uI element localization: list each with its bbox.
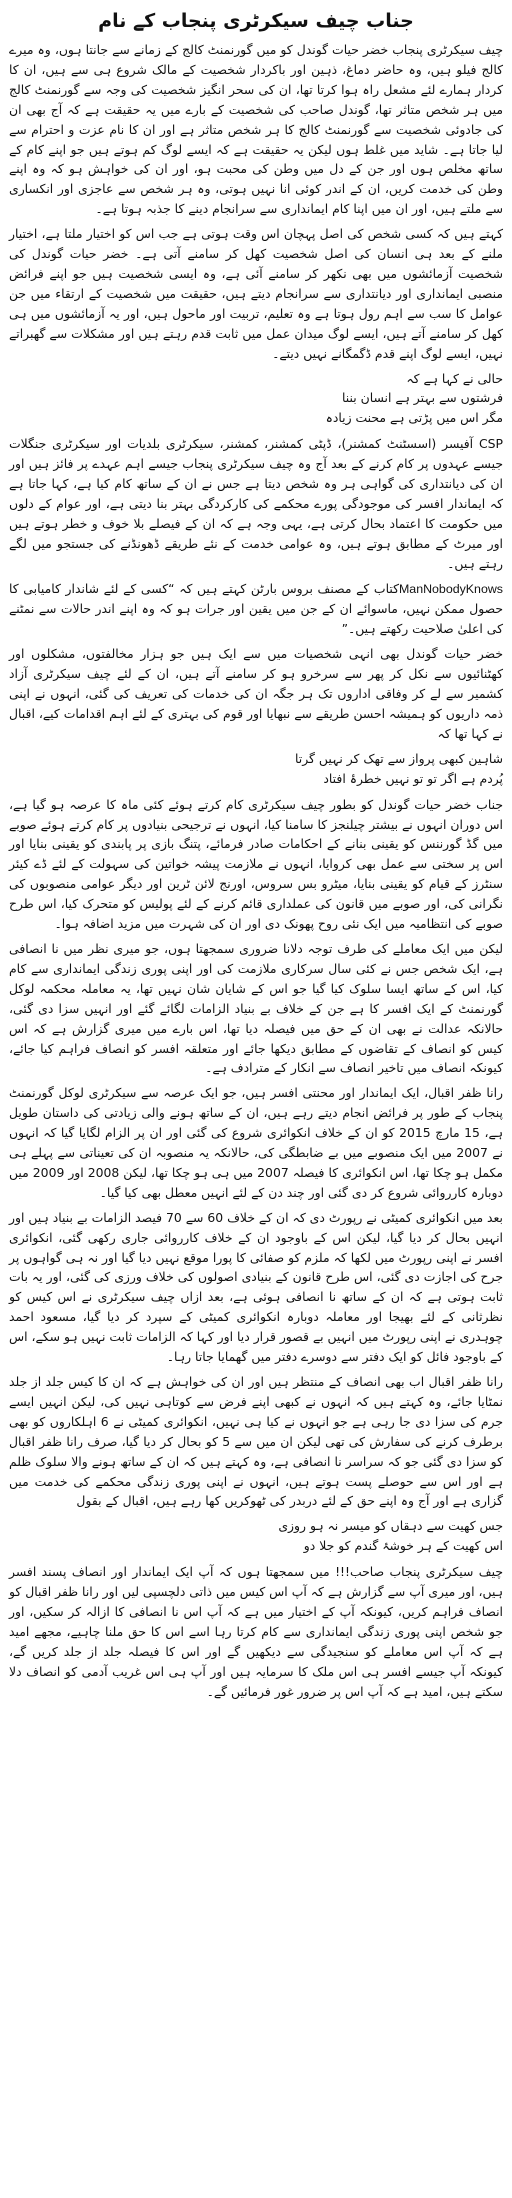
quote-body: ممکن نہیں، ماسوائے ان کے جن میں یقین اور جرات ہو کہ وہ اپنے اندر حالات سے نمٹنے کی اعلیٰ صلاحیت رکھتے ہیں۔” (9, 601, 503, 637)
paragraph-7: لیکن میں ایک معاملے کی طرف توجہ دلانا ضروری سمجھتا ہوں، جو میری نظر میں نا انصافی ہے، ایک شخص جس نے کئی سال سرکاری ملازمت کی اور اپنی پوری زندگی ایمانداری سے کام کیا، اس کے ساتھ ایسا سلوک کیا گیا جو اس کے شایان شان نہیں تھا، یہ معاملہ محکمہ لوکل گورنمنٹ کے ایک افسر کا ہے جن کے خلاف بے بنیاد الزامات لگائے گئے اور انہیں سزا دی گئی، حالانکہ عدالت نے بھی ان کے حق میں فیصلہ دیا تھا، اس بارے میں میری گزارش ہے کہ اس کیس کو انصاف کے تقاضوں کے مطابق دیکھا جائے اور متعلقہ افسر کو انصاف فراہم کیا جائے، کیونکہ انصاف میں تاخیر انصاف سے انکار کے مترادف ہے۔ (9, 940, 503, 1076)
paragraph-10: رانا ظفر اقبال اب بھی انصاف کے منتظر ہیں اور ان کی خواہش ہے کہ ان کا کیس جلد از جلد نمٹایا جائے، وہ کہتے ہیں کہ انہوں نے کبھی اپنے فرض سے کوتاہی نہیں کی، لیکن انہیں ایسے جرم کی سزا دی جا رہی ہے جو انہوں نے کیا ہی نہیں، انکوائری کمیٹی نے 6 اہلکاروں کو بھی برطرف کرنے کی سفارش کی تھی لیکن ان میں سے 5 کو بحال کر دیا گیا، صرف رانا ظفر اقبال کو سزا دی گئی جو کہ سراسر نا انصافی ہے، وہ کہتے ہیں کہ ان کے ساتھ ہونے والا سلوک ظلم ہے اور اس سے حوصلے پست ہوتے ہیں، انہوں نے اپنی پوری زندگی محکمے کی خدمت میں گزاری ہے اور آج وہ اپنے حق کے لئے دربدر کی ٹھوکریں کھا رہے ہیں، اقبال کے بقول (9, 1374, 503, 1509)
paragraph-2: کہتے ہیں کہ کسی شخص کی اصل پہچان اس وقت ہوتی ہے جب اس کو اختیار ملتا ہے، اختیار ملنے کے بعد ہی انسان کی اصل شخصیت کھل کر سامنے آتی ہے۔ خضر حیات گوندل کی شخصیت آزمائشوں میں بھی نکھر کر سامنے آئی ہے، وہ ایسی شخصیت ہیں جو اپنے فرائض منصبی ایمانداری اور دیانتداری سے سرانجام دیتے ہیں، حقیقت میں شخصیت کے ارتقاء میں جن عوامل کا سب سے اہم رول ہوتا ہے وہ تعلیم، تربیت اور ماحول ہیں، اور یہ آزمائشوں میں ہی کھل کر سامنے آتے ہیں، ایسے لوگ میدان عمل میں ثابت قدم رہتے ہیں اور مشکلات سے گھبراتے نہیں، ایسے لوگ اپنے قدم ڈگمگانے نہیں دیتے۔ (9, 226, 503, 361)
paragraph-6: جناب خضر حیات گوندل کو بطور چیف سیکرٹری کام کرتے ہوئے کئی ماہ کا عرصہ ہو گیا ہے، اس دوران انہوں نے بیشتر چیلنجز کا سامنا کیا، انہوں نے ترجیحی بنیادوں پر کام کرتے ہوئے صوبے میں گڈ گورننس کو یقینی بنانے کے احکامات صادر فرمائے، پتنگ بازی پر پابندی کو یقینی بنایا اور اس پر سختی سے عمل بھی کروایا، انہوں نے ملازمت پیشہ خواتین کی سہولت کے لئے ڈے کیئر سنٹرز کے قیام کو یقینی بنایا، میٹرو بس سروس، اورنج لائن ٹرین اور دیگر عوامی منصوبوں کی نگرانی کی، اور صوبے میں قانون کی عملداری قائم کرنے کے لئے پولیس کو متحرک کیا، اس طرح صوبے کی انتظامیہ میں ایک نئی روح پھونک دی اور ان کی شہرت میں مزید اضافہ ہوا۔ (9, 796, 503, 932)
verse-line: شاہین کبھی پرواز سے تھک کر نہیں گرتا (295, 750, 503, 766)
verse-line: فرشتوں سے بہتر ہے انسان بننا (341, 390, 503, 406)
verse-iqbal-1 (9, 749, 503, 789)
paragraph-1: چیف سیکرٹری پنجاب خضر حیات گوندل کو میں گورنمنٹ کالج کے زمانے سے جانتا ہوں، وہ میرے کالج فیلو ہیں، وہ حاضر دماغ، ذہین اور باکردار شخصیت کے مالک شروع ہی سے ہیں، ان کا کردار ہمارے لئے مشعل راہ ہوا کرتا تھا، ان کی سحر انگیز شخصیت کی وجہ سے گورنمنٹ کالج میں ہر شخص متاثر تھا، گوندل صاحب کی شخصیت کے بارے میں یہ حقیقت ہے کہ آج بھی ان کی جادوئی شخصیت سے گورنمنٹ کالج کا ہر شخص متاثر ہے اور ان کا نام عزت و احترام سے لیا جاتا ہے۔ شاید میں غلط ہوں لیکن یہ حقیقت ہے کہ ایسے لوگ کم ہوتے ہیں جو اپنے کام کے ساتھ مخلص ہوں اور جن کے دل میں وطن کی محبت ہو، اور ان کی خواہش ہو کہ وہ اپنے وطن کی خدمت کریں، ان کے اندر کوئی انا نہیں ہوتی، وہ ہر شخص سے عاجزی اور انکساری سے ملتے ہیں، اور ان میں اپنا کام ایمانداری سے سرانجام دینے کا جذبہ ہوتا ہے۔ (9, 42, 503, 217)
verse-hali (9, 369, 503, 429)
verse-line: جس کھیت سے دہقاں کو میسر نہ ہو روزی (278, 1518, 503, 1534)
verse-iqbal-2 (9, 1516, 503, 1556)
verse-line: اس کھیت کے ہر خوشۂ گندم کو جلا دو (303, 1538, 503, 1554)
paragraph-11: چیف سیکرٹری پنجاب صاحب!!! میں سمجھتا ہوں کہ آپ ایک ایماندار اور انصاف پسند افسر ہیں، اور میری آپ سے گزارش ہے کہ آپ اس کیس میں ذاتی دلچسپی لیں اور رانا ظفر اقبال کو انصاف فراہم کریں، کیونکہ آپ کے اختیار میں ہے کہ آپ اس نا انصافی کا ازالہ کر سکیں، اور جو شخص اپنی پوری زندگی ایمانداری سے کام کرتا رہا اسے اس کا حق ملنا چاہیے، مجھے امید ہے کہ آپ اس معاملے کو سنجیدگی سے دیکھیں گے اور اس کا فیصلہ جلد از جلد کریں گے، کیونکہ آپ جیسے افسر ہی اس ملک کا سرمایہ ہیں اور آپ ہی اس غریب آدمی کو انصاف دلا سکتے ہیں، امید ہے کہ آپ اس پر ضرور غور فرمائیں گے۔ (9, 1564, 503, 1699)
paragraph-9: بعد میں انکوائری کمیٹی نے رپورٹ دی کہ ان کے خلاف 60 سے 70 فیصد الزامات بے بنیاد ہیں اور انہیں بحال کر دیا گیا، لیکن اس کے باوجود ان کے خلاف کارروائی جاری رکھی گئی، انکوائری افسر نے اپنی رپورٹ میں لکھا کہ ملزم کو صفائی کا پورا موقع نہیں دیا گیا اور نہ ہی گواہوں پر جرح کی اجازت دی گئی، اس طرح قانون کے بنیادی اصولوں کی خلاف ورزی کی گئی، اور یہ بات ثابت ہوتی ہے کہ ان کے ساتھ نا انصافی ہوئی ہے، بعد ازاں چیف سیکرٹری نے اس کیس کو نظرثانی کے لئے بھیجا اور معاملہ دوبارہ انکوائری کمیٹی کے سپرد کر دیا گیا، مسعود احمد چوہدری نے اپنی رپورٹ میں انہیں بے قصور قرار دیا اور کہا کہ الزامات ثابت نہیں ہو سکے، اس کے باوجود فائل کو ایک دفتر سے دوسرے دفتر میں گھمایا جاتا رہا۔ (9, 1209, 503, 1365)
paragraph-3: CSP آفیسر (اسسٹنٹ کمشنر)، ڈپٹی کمشنر، کمشنر، سیکرٹری بلدیات اور سیکرٹری جنگلات جیسے عہدوں پر کام کرنے کے بعد آج وہ چیف سیکرٹری پنجاب جیسے اہم عہدے پر فائز ہیں اور ان کی دیانتداری کی گواہی ہر وہ شخص دیتا ہے جس نے ان کے ساتھ کام کیا ہے، کہا جاتا ہے کہ ایماندار افسر کی موجودگی پورے محکمے کی کارکردگی بہتر بنا دیتی ہے، اور عوام کے دلوں میں حکومت کا اعتماد بحال کرتی ہے، یہی وجہ ہے کہ ان کے فیصلے بلا خوف و خطر ہوتے ہیں اور میرٹ کے مطابق ہوتے ہیں، وہ عوامی خدمت کے نئے طریقے ڈھونڈنے کی جستجو میں لگے رہتے ہیں۔ (9, 436, 503, 571)
book-title: ManNobodyKnows (398, 581, 503, 596)
verse-line: مگر اس میں پڑتی ہے محنت زیادہ (325, 410, 503, 426)
paragraph-4 (9, 579, 503, 640)
verse-line: پُردم ہے اگر تو تو نہیں خطرۂ افتاد (323, 770, 503, 786)
paragraph-5: خضر حیات گوندل بھی انہی شخصیات میں سے ایک ہیں جو ہزار مخالفتوں، مشکلوں اور کھٹنائیوں سے نکل کر پھر سے سرخرو ہو کر سامنے آتے ہیں، ان کے لئے چیف سیکرٹری آزاد کشمیر سے لے کر وفاقی اداروں تک ہر جگہ ان کی خدمات کی تعریف کی گئی، انہوں نے اپنی ذمہ داریوں کو ہمیشہ احسن طریقے سے نبھایا اور قوم کی بہتری کے لئے اہم اقدامات کیے، اقبال نے کہا تھا کہ (9, 646, 503, 741)
quote-lead: کتاب کے مصنف بروس بارٹن کہتے ہیں کہ “کسی کے لئے شاندار کامیابی کا حصول (9, 580, 503, 617)
verse-line: حالی نے کہا ہے کہ (406, 370, 503, 386)
article-headline: جناب چیف سیکرٹری پنجاب کے نام (98, 10, 414, 32)
paragraph-8: رانا ظفر اقبال، ایک ایماندار اور محنتی افسر ہیں، جو ایک عرصہ سے سیکرٹری لوکل گورنمنٹ پنجاب کے طور پر فرائض انجام دیتے رہے ہیں، ان کے ساتھ ہونے والی زیادتی کی داستان طویل ہے، 15 مارچ 2015 کو ان کے خلاف انکوائری شروع کی گئی اور ان پر الزام لگایا گیا کہ انہوں نے 2007 میں ایک منصوبے میں بے ضابطگی کی، حالانکہ یہ منصوبہ ان کی تعیناتی سے پہلے ہی مکمل ہو چکا تھا، اس انکوائری کا فیصلہ 2007 میں ہی ہو چکا تھا، لیکن 2008 اور 2009 میں دوبارہ کارروائی شروع کر دی گئی اور چند دن کے لئے انہیں معطل بھی کیا گیا۔ (9, 1085, 504, 1200)
